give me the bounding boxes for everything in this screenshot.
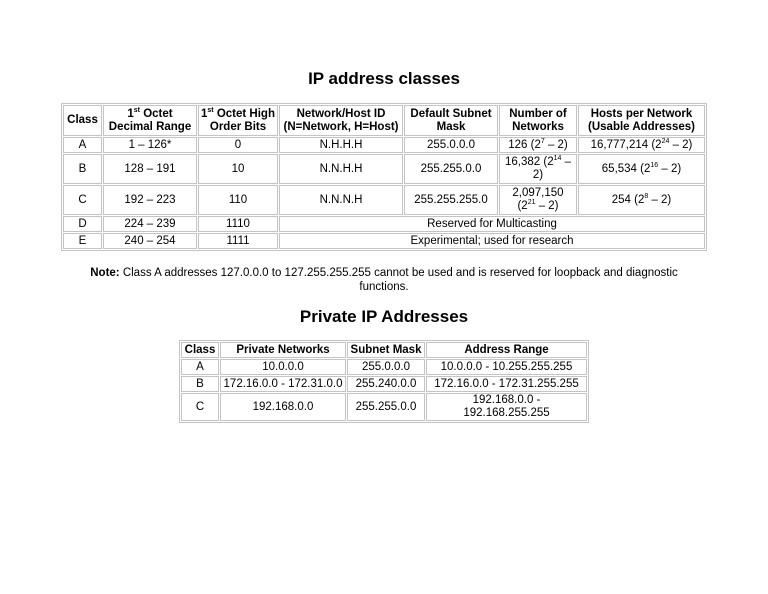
cell-networks [499,185,577,215]
table-row [63,185,705,215]
header-high-bits-sup: st [207,106,214,114]
cell-mask: 255.255.0.0 [404,154,498,184]
private-ip-title: Private IP Addresses [299,307,469,326]
header-octet-range-sup: st [133,106,141,114]
cell-hosts [578,154,705,184]
cell-range: 240 – 254 [103,233,197,249]
ip-classes-title: IP address classes [308,69,460,88]
hosts-tail: – 2) [669,138,693,151]
header-subnet-line1: Default Subnet [410,107,492,120]
cell-id: N.N.H.H [279,154,403,184]
cell-range: 10.0.0.0 - 10.255.255.255 [426,359,587,375]
cell-mask: 255.0.0.0 [404,137,498,153]
cell-id: N.N.N.H [279,185,403,215]
header-network-host [279,105,403,136]
header-address-range: Address Range [426,342,587,358]
hosts-base: 65,534 (2 [601,162,651,175]
cell-class: D [63,216,102,232]
header-class: Class [181,342,219,358]
hosts-exponent: 8 [644,192,649,200]
cell-experimental-note: Experimental; used for research [279,233,705,249]
networks-exponent: 21 [527,199,536,207]
table-row [63,216,705,232]
cell-range: 172.16.0.0 - 172.31.255.255 [426,376,587,392]
cell-mask: 255.0.0.0 [347,359,425,375]
networks-base: (2 [517,200,528,212]
networks-tail: – 2) [544,138,568,151]
cell-class: E [63,233,102,249]
header-hosts-line2: (Usable Addresses) [588,120,695,133]
cell-bits: 110 [198,185,278,215]
networks-base: 126 (2 [508,138,541,151]
cell-mask: 255.255.255.0 [404,185,498,215]
cell-id: N.H.H.H [279,137,403,153]
note-label: Note: [90,267,120,279]
header-high-bits [198,105,278,136]
networks-exponent: 14 [553,155,562,163]
cell-range: 128 – 191 [103,154,197,184]
cell-mask: 255.255.0.0 [347,393,425,421]
cell-range: 1 – 126* [103,137,197,153]
header-octet-range-num: 1 [127,107,134,120]
hosts-tail: – 2) [648,193,672,206]
header-network-host-line2: (N=Network, H=Host) [283,120,399,133]
header-octet-range-line2: Decimal Range [108,120,192,133]
loopback-note [80,266,688,294]
networks-line2: 2) [532,169,544,181]
table-row [63,154,705,184]
header-subnet-mask [404,105,498,136]
table-row [181,359,587,375]
header-private-networks: Private Networks [220,342,346,358]
cell-class: C [181,393,219,421]
cell-hosts [578,137,705,153]
cell-mask: 255.240.0.0 [347,376,425,392]
header-networks-line2: Networks [512,120,564,133]
cell-class: C [63,185,102,215]
cell-networks [499,154,577,184]
cell-reserved-note: Reserved for Multicasting [279,216,705,232]
hosts-exponent: 16 [650,161,659,169]
networks-tail: – 2) [535,200,559,212]
note-text: Class A addresses 127.0.0.0 to 127.255.255.255 cannot be used and is reserved for loopback and diagnostic functions. [119,267,678,293]
header-networks [499,105,577,136]
header-high-bits-text: Octet High [213,107,275,120]
cell-bits: 0 [198,137,278,153]
networks-line1: 2,097,150 [512,187,564,199]
networks-base: 16,382 (2 [505,156,554,168]
cell-class: A [181,359,219,375]
hosts-tail: – 2) [658,162,682,175]
header-hosts [578,105,705,136]
cell-bits: 10 [198,154,278,184]
cell-network: 172.16.0.0 - 172.31.0.0 [220,376,346,392]
cell-network: 10.0.0.0 [220,359,346,375]
ip-classes-table [61,103,707,251]
hosts-base: 254 (2 [611,193,645,206]
table-row [181,376,587,392]
header-hosts-line1: Hosts per Network [590,107,693,120]
hosts-base: 16,777,214 (2 [590,138,662,151]
cell-networks [499,137,577,153]
table-row [63,233,705,249]
header-subnet-mask: Subnet Mask [347,342,425,358]
table-header-row [63,105,705,136]
cell-class: B [181,376,219,392]
private-ip-table [179,340,589,423]
cell-range: 224 – 239 [103,216,197,232]
cell-class: A [63,137,102,153]
cell-range: 192.168.0.0 - 192.168.255.255 [426,393,587,421]
header-high-bits-num: 1 [201,107,208,120]
hosts-exponent: 24 [661,137,670,145]
cell-range: 192 – 223 [103,185,197,215]
header-networks-line1: Number of [509,107,567,120]
cell-network: 192.168.0.0 [220,393,346,421]
cell-bits: 1111 [198,233,278,249]
header-network-host-line1: Network/Host ID [296,107,386,120]
header-octet-range-text: Octet [140,107,173,120]
networks-exponent: 7 [540,137,545,145]
table-row [63,137,705,153]
table-header-row [181,342,587,358]
header-class: Class [63,105,102,136]
networks-tail: – [561,156,571,168]
cell-hosts [578,185,705,215]
cell-bits: 1110 [198,216,278,232]
table-row [181,393,587,421]
header-subnet-line2: Mask [436,120,466,133]
header-octet-range [103,105,197,136]
cell-class: B [63,154,102,184]
header-high-bits-line2: Order Bits [209,120,267,133]
